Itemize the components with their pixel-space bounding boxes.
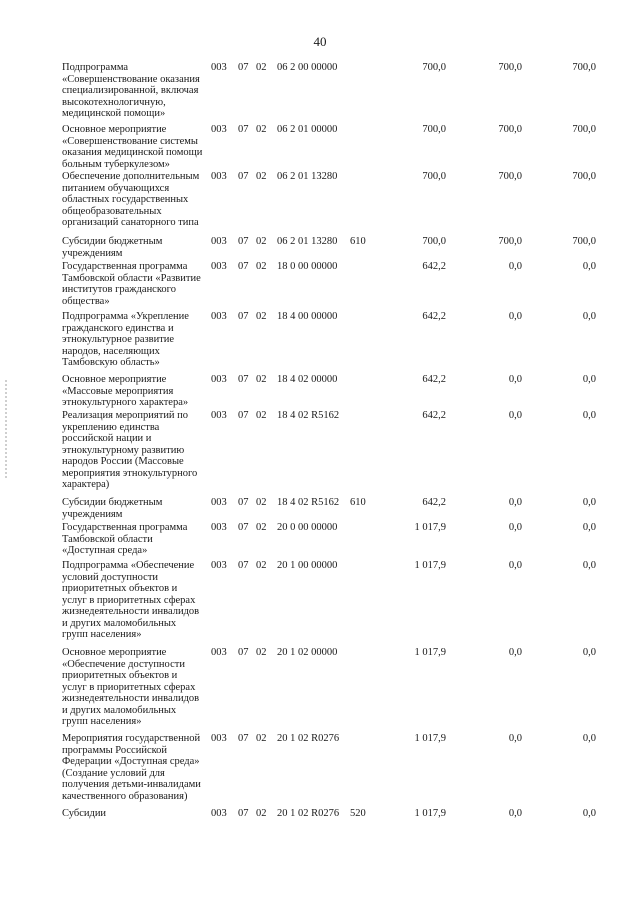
row-name-line: Подпрограмма [62, 62, 129, 73]
scan-margin-mark [5, 380, 7, 480]
amount-year-2: 700,0 [498, 62, 522, 73]
amount-year-2: 0,0 [508, 560, 522, 571]
row-name [62, 171, 212, 229]
subsection-code: 02 [256, 647, 267, 658]
amount-year-2: 0,0 [508, 808, 522, 819]
row-name-line: укреплению единства [62, 421, 160, 433]
target-article-code: 20 0 00 00000 [277, 522, 338, 533]
amount-year-2: 700,0 [498, 171, 522, 182]
amount-year-2: 0,0 [508, 410, 522, 421]
row-name-line: этнокультурному развитию [62, 444, 185, 456]
row-name-line: «Доступная среда» [62, 545, 148, 556]
row-name-line: и других маломобильных [62, 704, 177, 716]
row-name [62, 410, 212, 491]
row-name-line: общества» [62, 295, 110, 307]
grbs-code: 003 [211, 522, 227, 533]
section-code: 07 [238, 647, 249, 658]
section-code: 07 [238, 522, 249, 533]
row-name-line: Тамбовской области [62, 533, 153, 545]
amount-year-2: 0,0 [508, 311, 522, 322]
row-name-line: оказания медицинской помощи [62, 147, 203, 158]
amount-year-3: 0,0 [582, 522, 596, 533]
page-number: 40 [313, 34, 327, 49]
row-name-line: медицинской помощи» [62, 108, 166, 119]
row-name-line: Субсидии бюджетным [62, 236, 163, 247]
target-article-code: 20 1 02 R0276 [277, 733, 340, 744]
section-code: 07 [238, 261, 249, 272]
row-name-line: услуг в приоритетных сферах [62, 594, 196, 606]
section-code: 07 [238, 560, 249, 571]
target-article-code: 20 1 00 00000 [277, 560, 338, 571]
subsection-code: 02 [256, 374, 267, 385]
row-name-line: учреждениям [62, 247, 123, 259]
amount-year-1: 642,2 [422, 410, 446, 421]
amount-year-3: 700,0 [572, 236, 596, 247]
row-name-line: Субсидии [62, 808, 107, 819]
subsection-code: 02 [256, 560, 267, 571]
amount-year-2: 0,0 [508, 647, 522, 658]
row-name-line: «Совершенствование оказания [62, 73, 200, 85]
section-code: 07 [238, 733, 249, 744]
row-name [62, 236, 212, 259]
amount-year-1: 642,2 [422, 311, 446, 322]
row-name-line: областных государственных [62, 194, 189, 205]
row-name-line: и других маломобильных [62, 617, 177, 629]
amount-year-3: 0,0 [582, 497, 596, 508]
row-name-line: Обеспечение дополнительным [62, 171, 200, 182]
row-name-line: Реализация мероприятий по [62, 410, 189, 421]
row-name [62, 808, 212, 820]
row-name-line: качественного образования) [62, 790, 188, 802]
row-name [62, 497, 212, 520]
subsection-code: 02 [256, 124, 267, 135]
target-article-code: 20 1 02 R0276 [277, 808, 340, 819]
row-name-line: жизнедеятельности инвалидов [62, 606, 200, 617]
grbs-code: 003 [211, 124, 227, 135]
row-name [62, 311, 212, 369]
target-article-code: 06 2 01 13280 [277, 171, 338, 182]
subsection-code: 02 [256, 311, 267, 322]
row-name-line: условий доступности [62, 571, 159, 583]
row-name-line: «Обеспечение доступности [62, 658, 185, 670]
amount-year-2: 700,0 [498, 124, 522, 135]
subsection-code: 02 [256, 497, 267, 508]
row-name-line: учреждениям [62, 508, 123, 520]
row-name-line: программы Российской [62, 744, 168, 756]
amount-year-1: 1 017,9 [414, 808, 446, 819]
expense-type-code: 520 [350, 808, 366, 819]
amount-year-3: 0,0 [582, 410, 596, 421]
section-code: 07 [238, 311, 249, 322]
amount-year-1: 700,0 [422, 171, 446, 182]
amount-year-3: 0,0 [582, 560, 596, 571]
row-name-line: Федерации «Доступная среда» [62, 756, 200, 767]
subsection-code: 02 [256, 808, 267, 819]
grbs-code: 003 [211, 311, 227, 322]
row-name-line: характера) [62, 479, 110, 490]
row-name-line: групп населения» [62, 629, 142, 640]
row-name-line: «Массовые мероприятия [62, 385, 174, 397]
row-name-line: Основное мероприятие [62, 647, 167, 658]
amount-year-3: 0,0 [582, 374, 596, 385]
amount-year-2: 0,0 [508, 497, 522, 508]
row-name-line: услуг в приоритетных сферах [62, 681, 196, 693]
row-name-line: Подпрограмма «Обеспечение [62, 560, 195, 571]
row-name-line: мероприятия этнокультурного [62, 467, 198, 479]
amount-year-3: 0,0 [582, 647, 596, 658]
row-name-line: «Совершенствование системы [62, 135, 198, 147]
row-name-line: институтов гражданского [62, 284, 176, 295]
subsection-code: 02 [256, 261, 267, 272]
target-article-code: 06 2 01 00000 [277, 124, 338, 135]
row-name-line: этнокультурного характера» [62, 397, 189, 408]
amount-year-1: 1 017,9 [414, 733, 446, 744]
row-name-line: общеобразовательных [62, 205, 162, 217]
expense-type-code: 610 [350, 236, 366, 247]
amount-year-2: 0,0 [508, 261, 522, 272]
subsection-code: 02 [256, 236, 267, 247]
target-article-code: 06 2 01 13280 [277, 236, 338, 247]
section-code: 07 [238, 808, 249, 819]
grbs-code: 003 [211, 647, 227, 658]
row-name [62, 560, 212, 641]
row-name-line: этнокультурное развитие [62, 334, 175, 345]
target-article-code: 18 4 02 R5162 [277, 497, 340, 508]
target-article-code: 18 4 02 R5162 [277, 410, 340, 421]
section-code: 07 [238, 171, 249, 182]
amount-year-3: 0,0 [582, 733, 596, 744]
row-name-line: народов России (Массовые [62, 456, 184, 467]
amount-year-3: 0,0 [582, 311, 596, 322]
row-name-line: Государственная программа [62, 522, 188, 533]
row-name-line: гражданского единства и [62, 322, 174, 334]
amount-year-1: 642,2 [422, 374, 446, 385]
target-article-code: 18 4 02 00000 [277, 374, 338, 385]
subsection-code: 02 [256, 171, 267, 182]
amount-year-1: 700,0 [422, 62, 446, 73]
row-name-line: Субсидии бюджетным [62, 497, 163, 508]
row-name-line: народов, населяющих [62, 345, 160, 357]
subsection-code: 02 [256, 522, 267, 533]
subsection-code: 02 [256, 62, 267, 73]
grbs-code: 003 [211, 733, 227, 744]
row-name-line: российской нации и [62, 433, 152, 444]
grbs-code: 003 [211, 808, 227, 819]
amount-year-1: 700,0 [422, 124, 446, 135]
grbs-code: 003 [211, 374, 227, 385]
section-code: 07 [238, 410, 249, 421]
row-name-line: высокотехнологичную, [62, 96, 166, 108]
amount-year-2: 700,0 [498, 236, 522, 247]
section-code: 07 [238, 374, 249, 385]
target-article-code: 18 0 00 00000 [277, 261, 338, 272]
row-name [62, 374, 212, 409]
grbs-code: 003 [211, 236, 227, 247]
row-name-line: специализированной, включая [62, 85, 199, 96]
row-name-line: приоритетных объектов и [62, 670, 178, 681]
row-name-line: Мероприятия государственной [62, 733, 201, 744]
amount-year-3: 0,0 [582, 261, 596, 272]
target-article-code: 06 2 00 00000 [277, 62, 338, 73]
row-name-line: Подпрограмма «Укрепление [62, 311, 189, 322]
grbs-code: 003 [211, 261, 227, 272]
amount-year-1: 1 017,9 [414, 560, 446, 571]
row-name-line: организаций санаторного типа [62, 217, 199, 228]
row-name-line: жизнедеятельности инвалидов [62, 693, 200, 704]
section-code: 07 [238, 236, 249, 247]
row-name-line: Основное мероприятие [62, 374, 167, 385]
target-article-code: 18 4 00 00000 [277, 311, 338, 322]
row-name-line: Тамбовской области «Развитие [62, 272, 201, 284]
section-code: 07 [238, 62, 249, 73]
row-name-line: получения детьми-инвалидами [62, 779, 201, 790]
amount-year-1: 700,0 [422, 236, 446, 247]
row-name-line: больным туберкулезом» [62, 158, 170, 170]
subsection-code: 02 [256, 733, 267, 744]
grbs-code: 003 [211, 410, 227, 421]
row-name [62, 647, 212, 728]
amount-year-1: 1 017,9 [414, 522, 446, 533]
row-name-line: Тамбовскую область» [62, 357, 160, 368]
expense-type-code: 610 [350, 497, 366, 508]
amount-year-1: 642,2 [422, 261, 446, 272]
amount-year-2: 0,0 [508, 522, 522, 533]
grbs-code: 003 [211, 62, 227, 73]
row-name [62, 124, 212, 170]
row-name-line: питанием обучающихся [62, 182, 170, 194]
amount-year-3: 700,0 [572, 171, 596, 182]
row-name-line: Государственная программа [62, 261, 188, 272]
amount-year-2: 0,0 [508, 733, 522, 744]
subsection-code: 02 [256, 410, 267, 421]
amount-year-1: 1 017,9 [414, 647, 446, 658]
amount-year-3: 700,0 [572, 124, 596, 135]
row-name-line: Основное мероприятие [62, 124, 167, 135]
section-code: 07 [238, 124, 249, 135]
section-code: 07 [238, 497, 249, 508]
row-name-line: (Создание условий для [62, 767, 165, 779]
row-name [62, 733, 212, 802]
grbs-code: 003 [211, 560, 227, 571]
grbs-code: 003 [211, 171, 227, 182]
grbs-code: 003 [211, 497, 227, 508]
row-name-line: приоритетных объектов и [62, 583, 178, 594]
amount-year-1: 642,2 [422, 497, 446, 508]
row-name-line: групп населения» [62, 716, 142, 727]
row-name [62, 62, 212, 120]
amount-year-2: 0,0 [508, 374, 522, 385]
amount-year-3: 0,0 [582, 808, 596, 819]
row-name [62, 261, 212, 307]
row-name [62, 522, 212, 557]
target-article-code: 20 1 02 00000 [277, 647, 338, 658]
amount-year-3: 700,0 [572, 62, 596, 73]
